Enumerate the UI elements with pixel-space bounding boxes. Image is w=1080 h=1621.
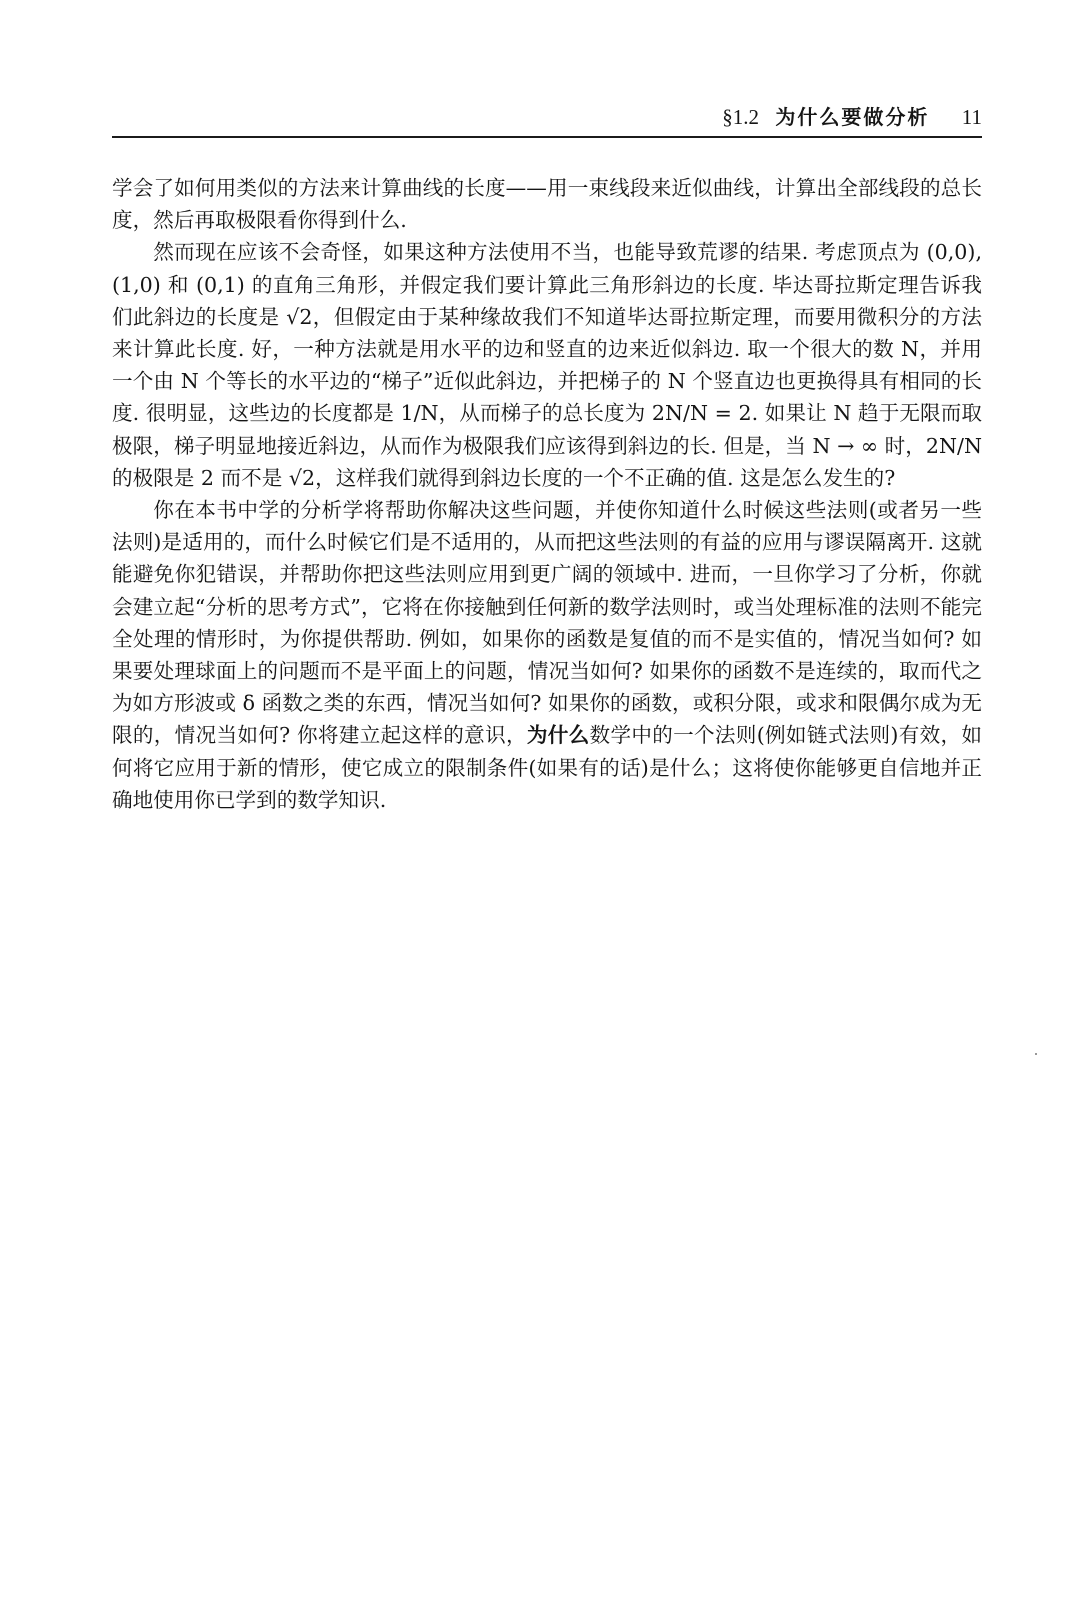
section-title: 为什么要做分析 [775, 105, 930, 129]
paragraph-2: 然而现在应该不会奇怪，如果这种方法使用不当，也能导致荒谬的结果. 考虑顶点为 (0,0), (1,0) 和 (0,1) 的直角三角形，并假定我们要计算此三角形斜边的长度. 毕达哥拉斯定理告诉我们此斜边的长度是 √2，但假定由于某种缘故我们不知道毕达哥拉斯定理，而要用微积分的方法来计算此长度. 好，一种方法就是用水平的边和竖直的边来近似斜边. 取一个很大的数 N，并用一个由 N 个等长的水平边的“梯子”近似此斜边，并把梯子的 N 个竖直边也更换得具有相同的长度. 很明显，这些边的长度都是 1/N，从而梯子的总长度为 2N/N = 2. 如果让 N 趋于无限而取极限，梯子明显地接近斜边，从而作为极限我们应该得到斜边的长. 但是，当 N → ∞ 时，2N/N 的极限是 2 而不是 √2，这样我们就得到斜边长度的一个不正确的值. 这是怎么发生的? [112, 240, 982, 490]
page-number: 11 [961, 105, 982, 129]
section-number: §1.2 [722, 105, 760, 129]
paragraph-3-emphasis: 为什么 [526, 723, 590, 748]
body-text [112, 172, 982, 816]
scan-speck [1035, 1053, 1037, 1055]
paragraph-3-text-end: 数学中的一个法则(例如链式法则)有效，如何将它应用于新的情形，使它成立的限制条件(如果有的话)是什么；这将使你能够更自信地并正确地使用你已学到的数学知识. [112, 723, 982, 812]
paragraph-3 [112, 494, 982, 816]
paragraph-3-text-start: 你在本书中学的分析学将帮助你解决这些问题，并使你知道什么时候这些法则(或者另一些法则)是适用的，而什么时候它们是不适用的，从而把这些法则的有益的应用与谬误隔离开. 这就能避免你犯错误，并帮助你把这些法则应用到更广阔的领域中. 进而，一旦你学习了分析，你就会建立起“分析的思考方式”，它将在你接触到任何新的数学法则时，或当处理标准的法则不能完全处理的情形时，为你提供帮助. 例如，如果你的函数是复值的而不是实值的，情况当如何? 如果要处理球面上的问题而不是平面上的问题，情况当如何? 如果你的函数不是连续的，取而代之为如方形波或 δ 函数之类的东西，情况当如何? 如果你的函数，或积分限，或求和限偶尔成为无限的，情况当如何? 你将建立起这样的意识， [112, 498, 982, 748]
header-rule [112, 136, 982, 138]
running-head [112, 100, 982, 134]
paragraph-1: 学会了如何用类似的方法来计算曲线的长度——用一束线段来近似曲线，计算出全部线段的总长度，然后再取极限看你得到什么. [112, 176, 982, 233]
